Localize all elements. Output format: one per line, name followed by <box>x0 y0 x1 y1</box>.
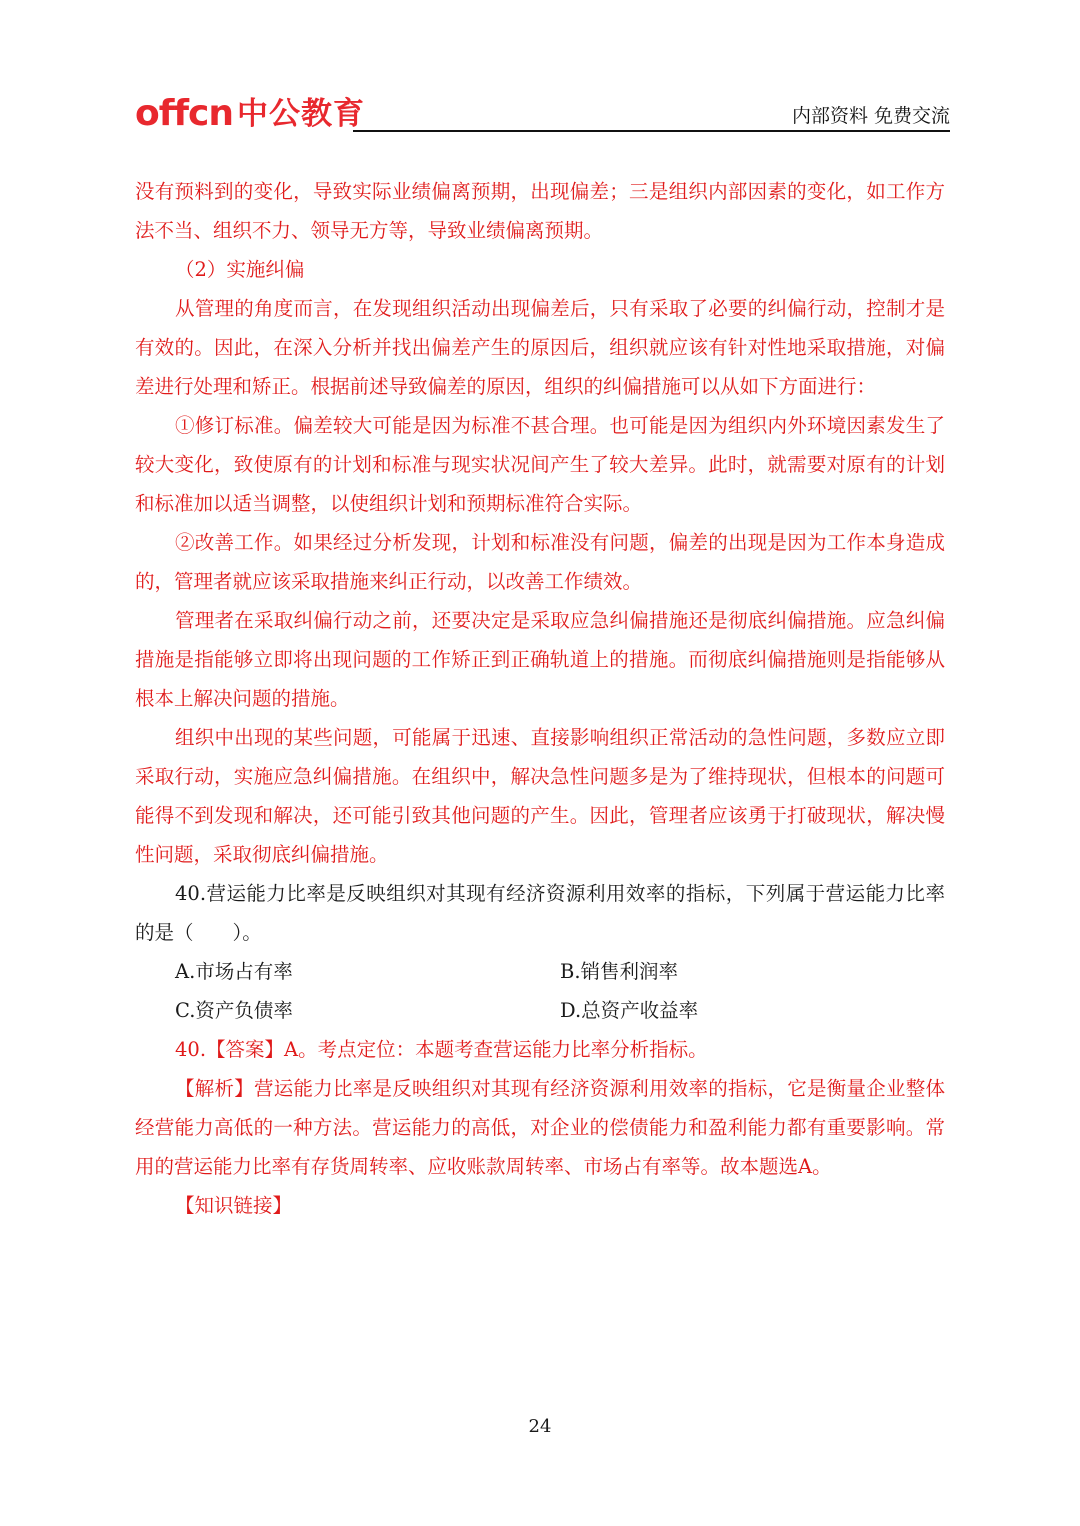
page-header <box>135 84 950 134</box>
options-row <box>135 991 945 1030</box>
logo-chinese-text: 中公教育 <box>237 96 366 132</box>
offcn-logo <box>135 84 365 134</box>
section-heading: （2）实施纠偏 <box>175 258 305 281</box>
knowledge-link-heading: 【知识链接】 <box>175 1194 293 1217</box>
option-a: A.市场占有率 <box>175 960 293 983</box>
answer-line: 40.【答案】A。考点定位：本题考查营运能力比率分析指标。 <box>175 1038 708 1061</box>
option-c: C.资产负债率 <box>175 999 293 1022</box>
option-d: D.总资产收益率 <box>560 999 699 1022</box>
page-content <box>135 172 945 1225</box>
page-number: 24 <box>528 1416 552 1437</box>
option-b: B.销售利润率 <box>560 960 679 983</box>
header-rule <box>353 130 950 132</box>
paragraph: 组织中出现的某些问题，可能属于迅速、直接影响组织正常活动的急性问题，多数应立即采取行动，实施应急纠偏措施。在组织中，解决急性问题多是为了维持现状，但根本的问题可能得不到发现和解决，还可能引致其他问题的产生。因此，管理者应该勇于打破现状，解决慢性问题，采取彻底纠偏措施。 <box>135 726 945 866</box>
paragraph: ①修订标准。偏差较大可能是因为标准不甚合理。也可能是因为组织内外环境因素发生了较大变化，致使原有的计划和标准与现实状况间产生了较大差异。此时，就需要对原有的计划和标准加以适当调整，以使组织计划和预期标准符合实际。 <box>135 414 945 515</box>
answer-analysis: 【解析】营运能力比率是反映组织对其现有经济资源利用效率的指标，它是衡量企业整体经营能力高低的一种方法。营运能力的高低，对企业的偿债能力和盈利能力都有重要影响。常用的营运能力比率有存货周转率、应收账款周转率、市场占有率等。故本题选A。 <box>135 1077 945 1178</box>
header-notice: 内部资料 免费交流 <box>791 105 950 127</box>
logo-latin-text: offcn <box>135 93 234 134</box>
options-row <box>135 952 945 991</box>
paragraph: 从管理的角度而言，在发现组织活动出现偏差后，只有采取了必要的纠偏行动，控制才是有效的。因此，在深入分析并找出偏差产生的原因后，组织就应该有针对性地采取措施，对偏差进行处理和矫正。根据前述导致偏差的原因，组织的纠偏措施可以从如下方面进行： <box>135 297 945 398</box>
paragraph-continuation: 没有预料到的变化，导致实际业绩偏离预期，出现偏差；三是组织内部因素的变化，如工作方法不当、组织不力、领导无方等，导致业绩偏离预期。 <box>135 180 945 242</box>
paragraph: 管理者在采取纠偏行动之前，还要决定是采取应急纠偏措施还是彻底纠偏措施。应急纠偏措施是指能够立即将出现问题的工作矫正到正确轨道上的措施。而彻底纠偏措施则是指能够从根本上解决问题的措施。 <box>135 609 945 710</box>
question-stem: 40.营运能力比率是反映组织对其现有经济资源利用效率的指标，下列属于营运能力比率的是（ ）。 <box>135 882 945 944</box>
paragraph: ②改善工作。如果经过分析发现，计划和标准没有问题，偏差的出现是因为工作本身造成的，管理者就应该采取措施来纠正行动，以改善工作绩效。 <box>135 531 945 593</box>
